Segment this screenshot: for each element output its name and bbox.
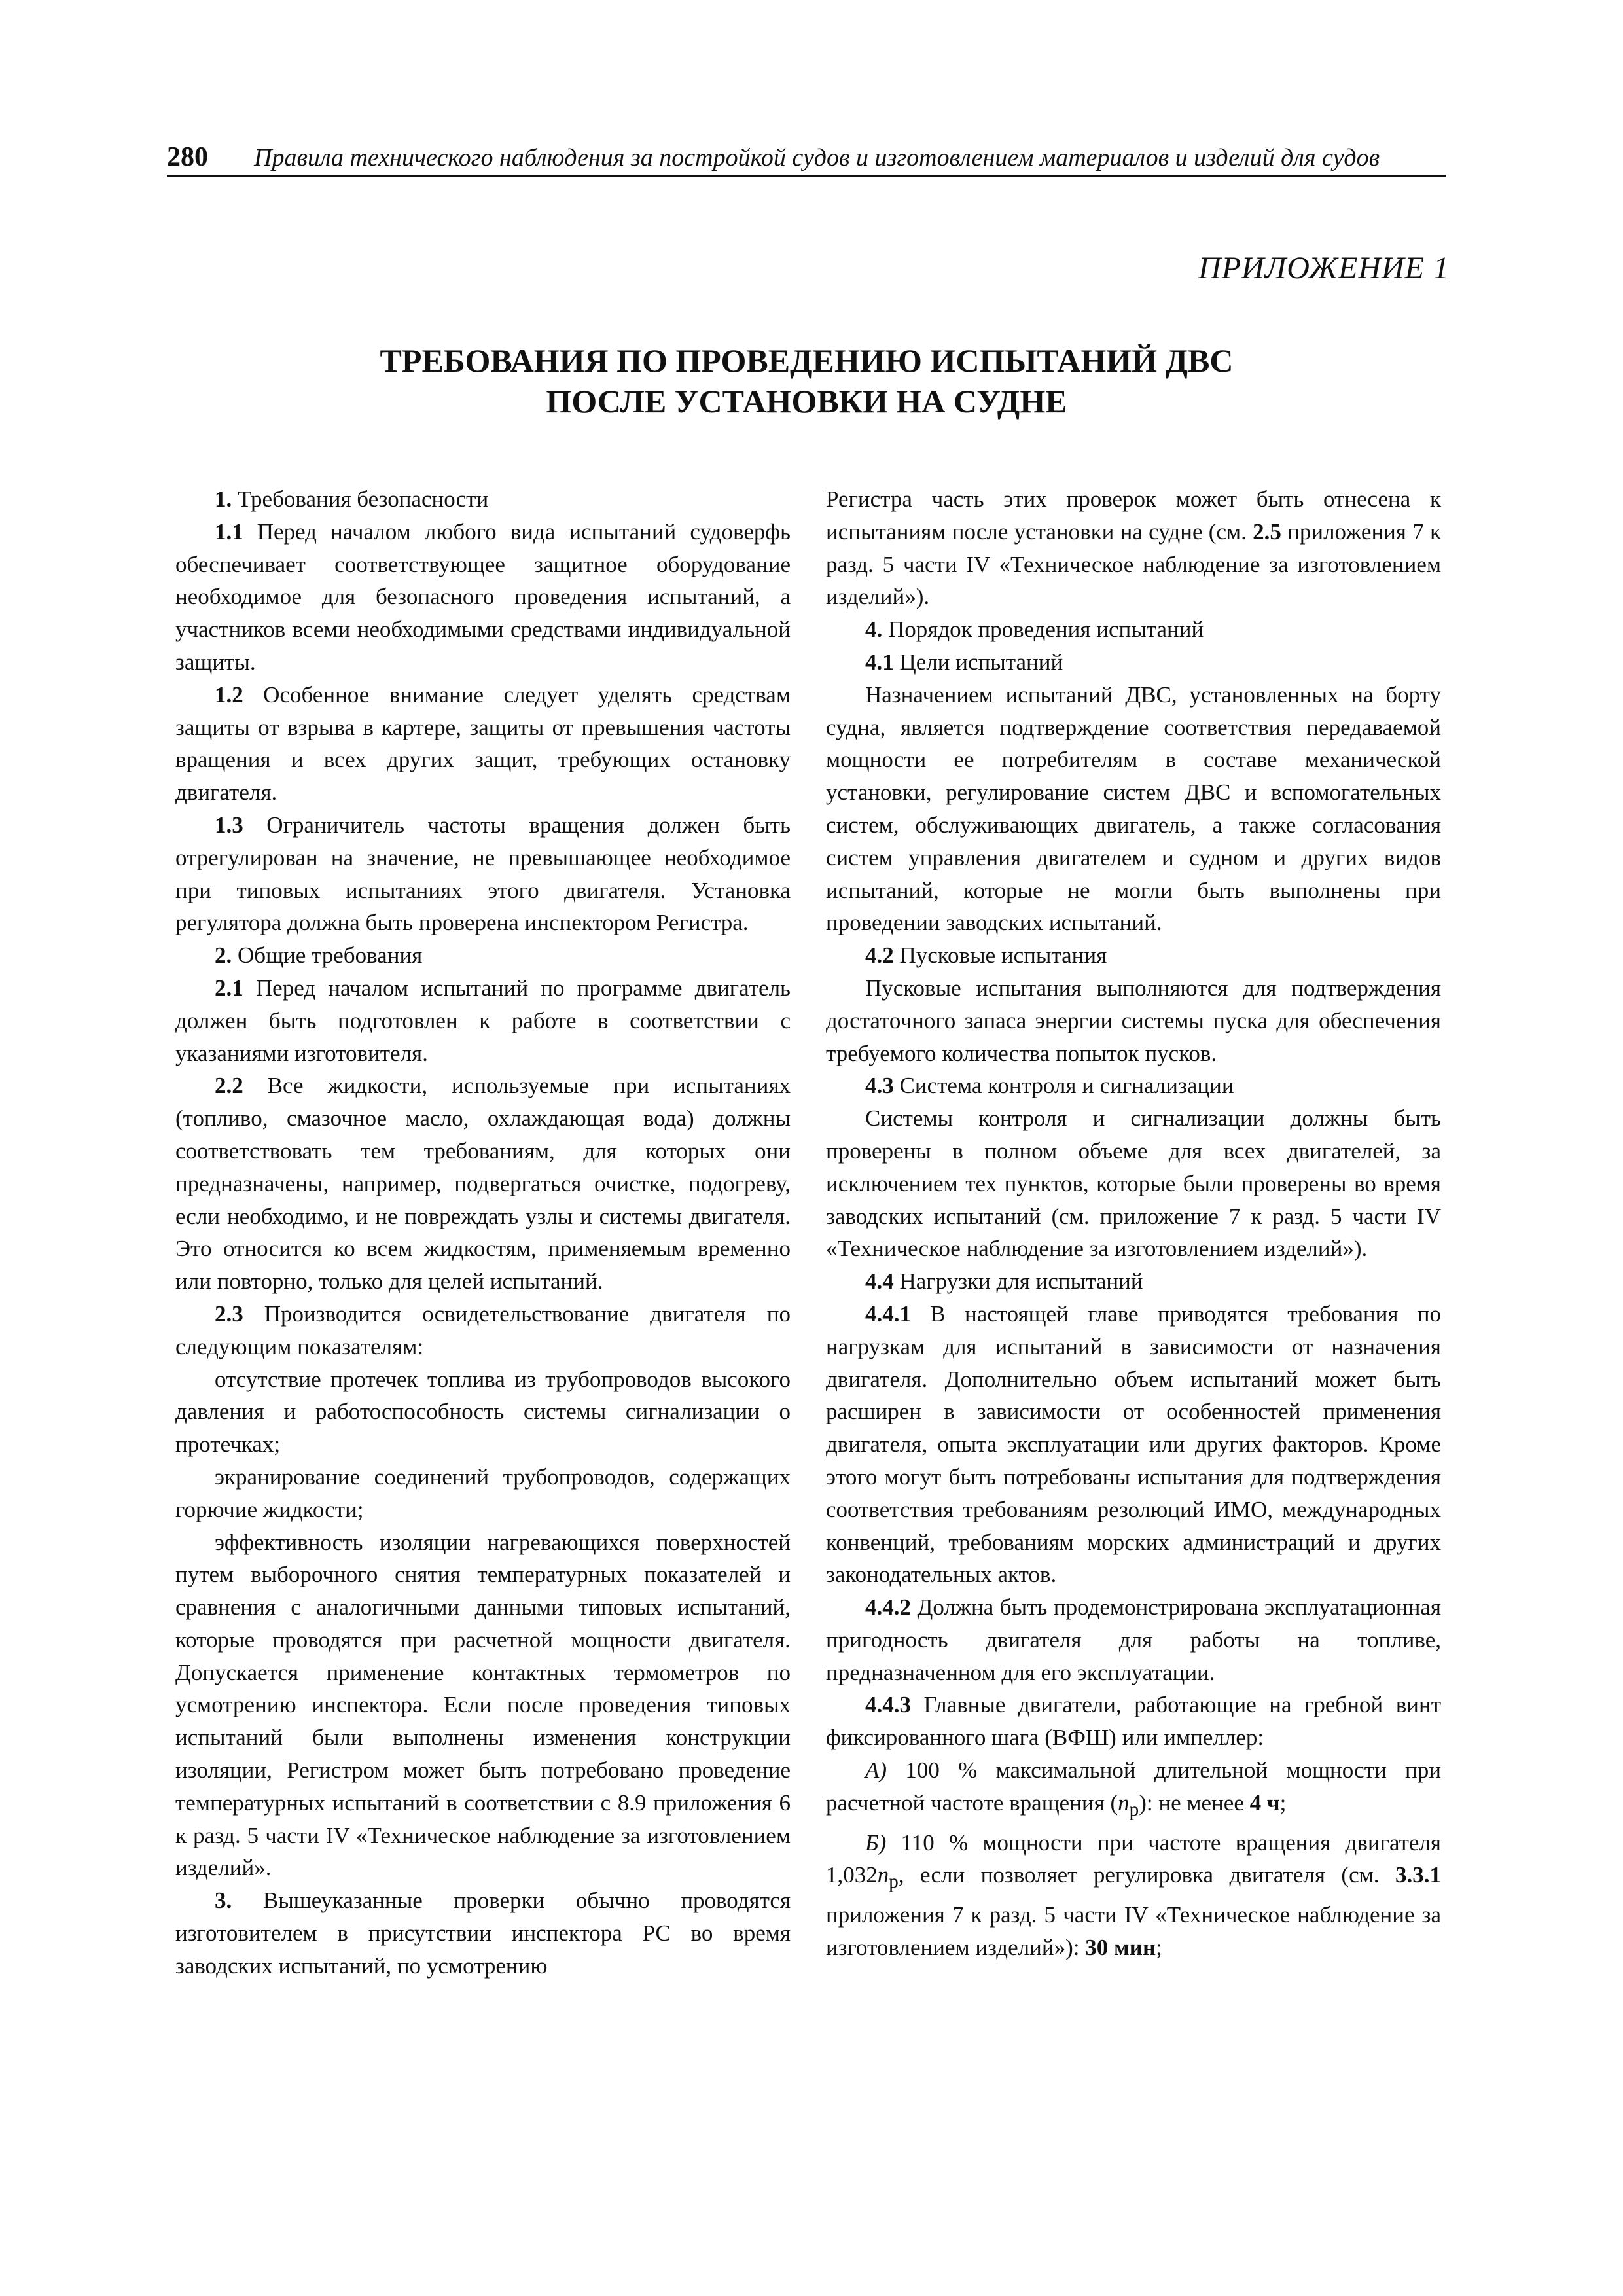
- paragraph: Назначением испытаний ДВС, установленных на борту судна, является подтверждение соответствия передаваемой мощности ее потребителям в составе механической установки, регулирование систем ДВС и вспомогательных систем, обслуживающих двигатель, а также согласования систем управления двигателем и судном и других видов испытаний, которые не могли быть выполнены при проведении заводских испытаний.: [826, 681, 1441, 936]
- paragraph: Системы контроля и сигнализации должны быть проверены в полном объеме для всех двигателей, за исключением тех пунктов, которые были проверены во время заводских испытаний (см. приложение 7 к разд. 5 части IV «Техническое наблюдение за изготовлением изделий»).: [826, 1105, 1441, 1262]
- paragraph: 2.3 Производится освидетельствование двигателя по следующим показателям:: [175, 1300, 791, 1359]
- appendix-label: ПРИЛОЖЕНИЕ 1: [1198, 251, 1450, 285]
- title-line-1: ТРЕБОВАНИЯ ПО ПРОВЕДЕНИЮ ИСПЫТАНИЙ ДВС: [380, 342, 1234, 379]
- paragraph: экранирование соединений трубопроводов, содержащих горючие жидкости;: [175, 1463, 791, 1522]
- paragraph: 1.2 Особенное внимание следует уделять средствам защиты от взрыва в картере, защиты от превышения частоты вращения и всех других защит, требующих остановку двигателя.: [175, 681, 791, 806]
- paragraph: эффективность изоляции нагревающихся поверхностей путем выборочного снятия температурных показателей и сравнения с аналогичными данными типовых испытаний, которые проводятся при расчетной мощности двигателя. Допускается применение контактных термометров по усмотрению инспектора. Если после проведения типовых испытаний были выполнены изменения конструкции изоляции, Регистром может быть потребовано проведение температурных испытаний в соответствии с 8.9 приложения 6 к разд. 5 части IV «Техническое наблюдение за изготовлением изделий».: [175, 1529, 791, 1881]
- right-column: [826, 483, 1441, 1964]
- running-header: [167, 141, 1446, 177]
- running-title: Правила технического наблюдения за постройкой судов и изготовлением материалов и изделий для судов: [254, 144, 1380, 171]
- paragraph: А) 100 % максимальной длительной мощности при расчетной частоте вращения $(n_р)$: не менее 4 ч;: [826, 1757, 1441, 1820]
- title-line-2: ПОСЛЕ УСТАНОВКИ НА СУДНЕ: [546, 383, 1067, 420]
- paragraph: 1.1 Перед началом любого вида испытаний судоверфь обеспечивает соответствующее защитное оборудование необходимое для безопасного проведения испытаний, а участников всеми необходимыми средствами индивидуальной защиты.: [175, 518, 791, 675]
- paragraph: 4.4.3 Главные двигатели, работающие на гребной винт фиксированного шага (ВФШ) или импеллер:: [826, 1692, 1441, 1751]
- paragraph: 4.3 Система контроля и сигнализации: [865, 1073, 1234, 1099]
- document-title: [167, 340, 1446, 422]
- paragraph: Б) 110 % мощности при частоте вращения двигателя $1,032n_р$, если позволяет регулировка двигателя (см. 3.3.1 приложения 7 к разд. 5 части IV «Техническое наблюдение за изготовлением изделий»): 30 мин;: [826, 1829, 1441, 1961]
- paragraph: Регистра часть этих проверок может быть отнесена к испытаниям после установки на судне (см. 2.5 приложения 7 к разд. 5 части IV «Техническое наблюдение за изготовлением изделий»).: [826, 486, 1441, 610]
- paragraph: 4.4.2 Должна быть продемонстрирована эксплуатационная пригодность двигателя для работы на топливе, предназначенном для его эксплуатации.: [826, 1594, 1441, 1685]
- paragraph: 4.4.1 В настоящей главе приводятся требования по нагрузкам для испытаний в зависимости от назначения двигателя. Дополнительно объем испытаний может быть расширен в зависимости от особенностей применения двигателя, опыта эксплуатации или других факторов. Кроме этого могут быть потребованы испытания для подтверждения соответствия требованиям резолюций ИМО, международных конвенций, требованиям морских администраций и других законодательных актов.: [826, 1300, 1441, 1588]
- page-number: 280: [167, 142, 208, 172]
- paragraph: 3. Вышеуказанные проверки обычно проводятся изготовителем в присутствии инспектора РС во время заводских испытаний, по усмотрению: [175, 1888, 791, 1979]
- paragraph: 4.2 Пусковые испытания: [865, 942, 1107, 969]
- paragraph: 1.3 Ограничитель частоты вращения должен быть отрегулирован на значение, не превышающее необходимое при типовых испытаниях этого двигателя. Установка регулятора должна быть проверена инспектором Регистра.: [175, 812, 791, 936]
- paragraph: Пусковые испытания выполняются для подтверждения достаточного запаса энергии системы пуска для обеспечения требуемого количества попыток пусков.: [826, 975, 1441, 1066]
- paragraph: 1. Требования безопасности: [215, 486, 489, 512]
- paragraph: 4.4 Нагрузки для испытаний: [865, 1268, 1143, 1295]
- paragraph: 2. Общие требования: [215, 942, 423, 969]
- paragraph: отсутствие протечек топлива из трубопроводов высокого давления и работоспособность системы сигнализации о протечках;: [175, 1366, 791, 1458]
- paragraph: 4.1 Цели испытаний: [865, 649, 1063, 675]
- paragraph: 4. Порядок проведения испытаний: [865, 617, 1204, 643]
- paragraph: 2.1 Перед началом испытаний по программе двигатель должен быть подготовлен к работе в соответствии с указаниями изготовителя.: [175, 975, 791, 1066]
- paragraph: 2.2 Все жидкости, используемые при испытаниях (топливо, смазочное масло, охлаждающая вода) должны соответствовать тем требованиям, для которых они предназначены, например, подвергаться очистке, подогреву, если необходимо, и не повреждать узлы и системы двигателя. Это относится ко всем жидкостям, применяемым временно или повторно, только для целей испытаний.: [175, 1073, 791, 1295]
- left-column: [175, 483, 791, 1982]
